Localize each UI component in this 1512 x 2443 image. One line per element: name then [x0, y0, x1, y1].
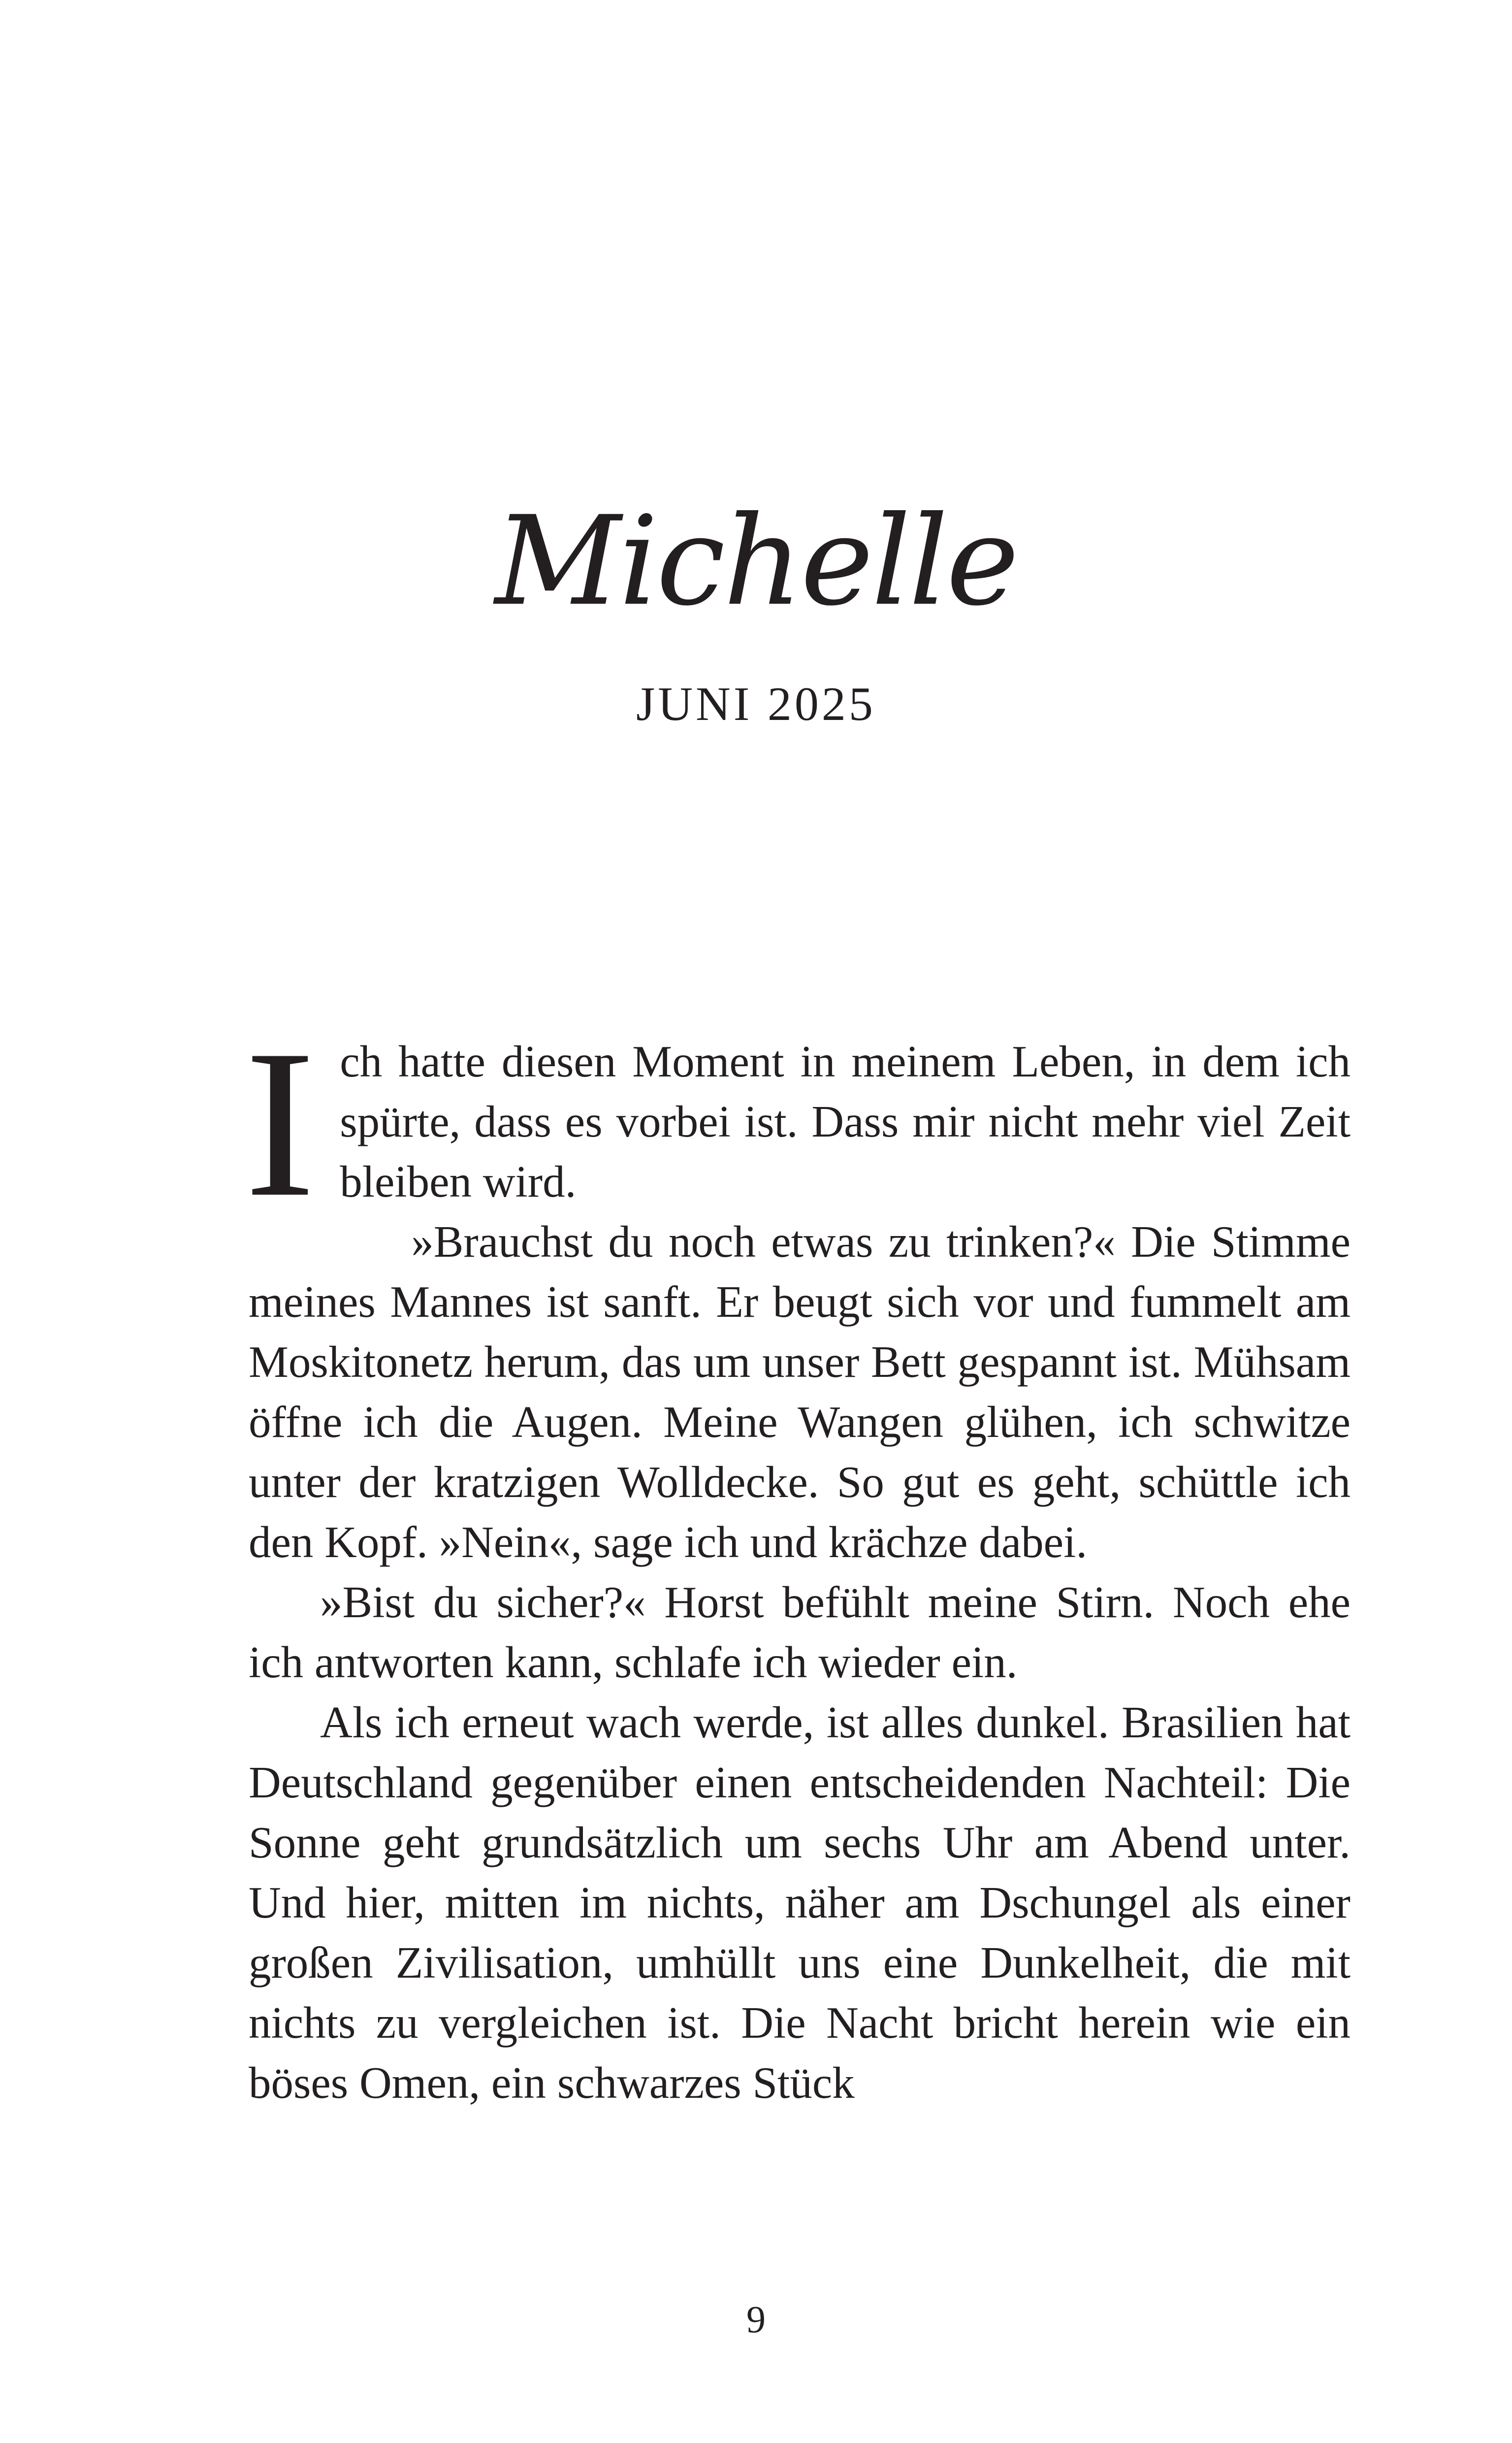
chapter-title: Michelle [495, 489, 1017, 633]
paragraph-1-text: ch hatte diesen Moment in meinem Leben, in dem ich spürte, dass es vorbei ist. Dass mir nicht mehr viel Zeit bleiben wird. [340, 1037, 1351, 1206]
paragraph-4: Als ich erneut wach werde, ist alles dunkel. Brasilien hat Deutschland gegenüber einen entscheidenden Nachteil: Die Sonne geht grundsätzlich um sechs Uhr am Abend unter. Und hier, mitten im nichts, näher am Dschungel als einer großen Zivilisation, umhüllt uns eine Dunkelheit, die mit nichts zu vergleichen ist. Die Nacht bricht herein wie ein böses Omen, ein schwarzes Stück [249, 1697, 1351, 2108]
body-text [245, 1007, 1351, 2113]
page-number: 9 [746, 2298, 766, 2341]
chapter-date: JUNI 2025 [636, 678, 876, 731]
paragraph-1 [245, 1007, 1351, 1241]
drop-cap: I [245, 1007, 316, 1241]
paragraph-3: »Bist du sicher?« Horst befühlt meine Stirn. Noch ehe ich antworten kann, schlafe ich wieder ein. [249, 1577, 1351, 1687]
paragraph-2: »Brauchst du noch etwas zu trinken?« Die Stimme meines Mannes ist sanft. Er beugt sich vor und fummelt am Moskitonetz herum, das um unser Bett gespannt ist. Mühsam öffne ich die Augen. Meine Wangen glühen, ich schwitze unter der kratzigen Wolldecke. So gut es geht, schüttle ich den Kopf. »Nein«, sage ich und krächze dabei. [249, 1217, 1351, 1567]
